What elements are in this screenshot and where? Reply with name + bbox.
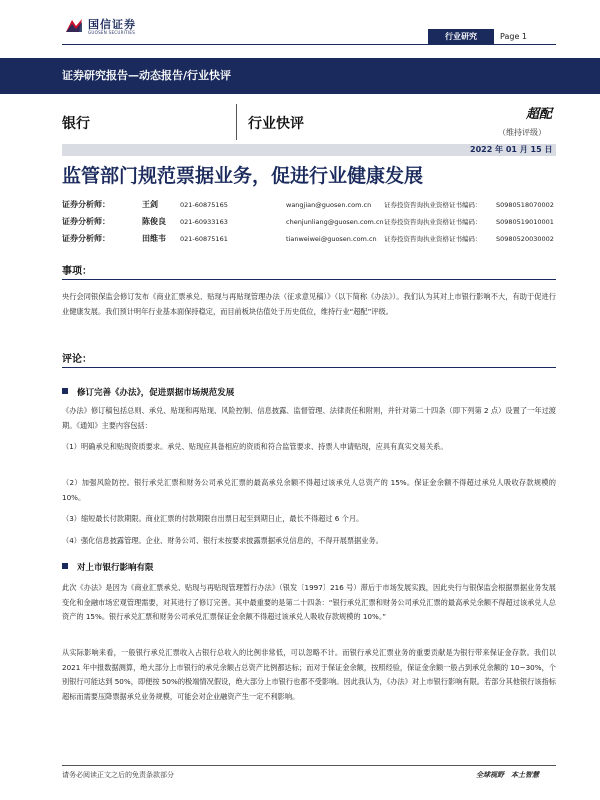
analyst-row [62, 232, 562, 246]
cert-label: 证券投资咨询执业资格证书编码： [384, 235, 482, 243]
analyst-email[interactable]: wangjian@guosen.com.cn [286, 201, 372, 209]
section2-para1 [62, 581, 556, 625]
section2-heading-text: 对上市银行影响有限 [77, 563, 154, 573]
events-paragraph: 央行会同银保监会修订发布《商业汇票承兑、贴现与再贴现管理办法（征求意见稿）》（以下简称《办法》）。我们认为其对上市银行影响不大，有助于促进行业健康发展。我们预计明年行业基本面保持稳定，而目前板块估值处于历史低位，维持行业“超配”评级。 [62, 292, 556, 316]
section1-heading-text: 修订完善《办法》，促进票据市场规范发展 [77, 388, 235, 398]
header-divider [62, 44, 556, 45]
report-type: 行业快评 [248, 116, 304, 132]
cert-number: S0980520030002 [496, 235, 554, 243]
section1-point2 [62, 476, 556, 505]
cert-label: 证券投资咨询执业资格证书编码： [384, 201, 482, 209]
analyst-email[interactable]: chenjunliang@guosen.com.cn [286, 218, 384, 226]
analyst-name: 田维韦 [142, 234, 166, 243]
analyst-label: 证券分析师： [62, 200, 110, 209]
analyst-label: 证券分析师： [62, 234, 110, 243]
point2-text: （2）加强风险防控。银行承兑汇票和财务公司承兑汇票的最高承兑余额不得超过该承兑人总资产的 15%。保证金余额不得超过承兑人吸收存款规模的 10%。 [62, 478, 556, 502]
point4-text: （4）强化信息披露管理。企业、财务公司、银行未按要求披露票据承兑信息的，不得开展票据业务。 [62, 536, 383, 545]
analyst-label: 证券分析师： [62, 217, 110, 226]
section1-point4 [62, 534, 556, 549]
analyst-phone: 021-60933163 [180, 218, 228, 226]
cert-label: 证券投资咨询执业资格证书编码： [384, 218, 482, 226]
point1-text: （1）明确承兑和贴现资质要求。承兑、贴现应具备相应的资质和符合监管要求、持票人申请贴现，应具有真实交易关系。 [62, 442, 448, 451]
point3-text: （3）缩短最长付款期限。商业汇票的付款期限自出票日起至到期日止，最长不得超过 6 个月。 [62, 514, 364, 523]
section2-para2-text: 从实际影响来看，一般银行承兑汇票收入占银行总收入的比例非常低，可以忽略不计。而银行承兑汇票业务的重要贡献是为银行带来保证金存款。我们以 2021 年中报数据测算，绝大部分上市银行的承兑余额占总资产比例都达标；而对于保证金余额，按照经验，保证金余额一般占到承兑余额的 10~30%，个别银行可能达到 50%，即便按 50%的极端情况假设，绝大部分上市银行也都不受影响。因此我认为，《办法》对上市银行影响有限。若部分其他银行该指标超标而需要压降票据承兑业务规模，可能会对企业融资产生一定不利影响。 [62, 648, 556, 701]
meta-divider [236, 104, 237, 140]
logo-text-en: GUOSEN SECURITIES [88, 30, 136, 35]
analyst-phone: 021-60875161 [180, 235, 228, 243]
footer-slogan: 全球视野 本土智慧 [476, 771, 539, 779]
analyst-row [62, 215, 562, 229]
section1-point1 [62, 440, 556, 455]
report-title: 监管部门规范票据业务，促进行业健康发展 [62, 165, 424, 187]
analyst-name: 陈俊良 [142, 217, 166, 226]
comments-heading: 评论： [62, 350, 556, 368]
footer-divider [62, 765, 556, 766]
analyst-name: 王剑 [142, 200, 158, 209]
category-tag: 行业研究 [428, 29, 494, 44]
guosen-logo-icon [64, 16, 84, 36]
report-date: 2022 年 01 月 15 日 [470, 145, 553, 154]
banner-text: 证券研究报告—动态报告/行业快评 [62, 69, 232, 82]
section1-intro-text: 《办法》修订稿包括总则、承兑、贴现和再贴现、风险控制、信息披露、监督管理、法律责任和附则，并针对第二十四条（即下列第 2 点）设置了一年过渡期。《通知》主要内容包括： [62, 406, 556, 430]
company-logo [64, 14, 164, 40]
sector-label: 银行 [62, 116, 90, 132]
bullet-square-icon [62, 563, 68, 569]
events-text [62, 290, 556, 319]
section1-heading [62, 386, 234, 398]
section2-para1-text: 此次《办法》是因为《商业汇票承兑、贴现与再贴现管理暂行办法》（银发〔1997〕216 号）滞后于市场发展实践，因此央行与银保监会根据票据业务发展变化和金融市场宏观管理需要，对其进行了修订完善。其中最重要的是第二十四条：“银行承兑汇票和财务公司承兑汇票的最高承兑余额不得超过该承兑人总资产的 15%。银行承兑汇票和财务公司承兑汇票保证金余额不得超过该承兑人吸收存款规模的 10%。” [62, 583, 556, 621]
cert-number: S0980519010001 [496, 218, 554, 226]
rating: 超配 [526, 107, 553, 122]
rating-note: （维持评级） [498, 128, 546, 137]
page-number: Page 1 [500, 32, 527, 41]
cert-number: S0980518070002 [496, 201, 554, 209]
section1-intro [62, 404, 556, 433]
analyst-phone: 021-60875165 [180, 201, 228, 209]
section2-heading [62, 561, 154, 573]
bullet-square-icon [62, 388, 68, 394]
analyst-email[interactable]: tianweiwei@guosen.com.cn [286, 235, 377, 243]
logo-text-cn: 国信证券 [88, 18, 136, 31]
section1-point3 [62, 512, 556, 527]
analyst-row [62, 198, 562, 212]
section2-para2 [62, 646, 556, 704]
events-heading: 事项： [62, 262, 556, 280]
footer-disclaimer: 请务必阅读正文之后的免责条款部分 [62, 771, 174, 779]
